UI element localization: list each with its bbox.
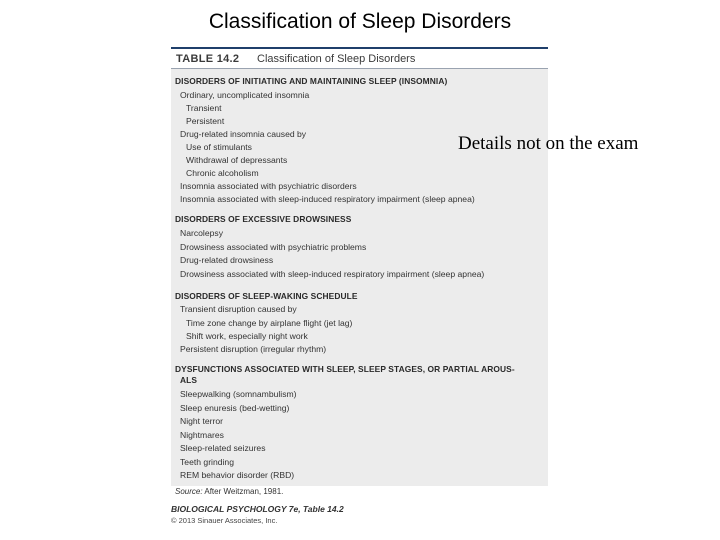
- list-item: Persistent disruption (irregular rhythm): [180, 344, 327, 354]
- section-heading-dysfunctions: DYSFUNCTIONS ASSOCIATED WITH SLEEP, SLEEP STAGES, OR PARTIAL AROUS-: [175, 364, 515, 374]
- list-item: Transient: [186, 103, 222, 113]
- list-item: REM behavior disorder (RBD): [180, 470, 295, 480]
- list-item: Nightmares: [180, 430, 224, 440]
- book-credit: BIOLOGICAL PSYCHOLOGY 7e, Table 14.2: [171, 504, 344, 514]
- copyright: © 2013 Sinauer Associates, Inc.: [171, 516, 278, 525]
- table-source: [175, 487, 283, 496]
- table-label: TABLE 14.2: [176, 53, 240, 65]
- list-item: Insomnia associated with sleep-induced respiratory impairment (sleep apnea): [180, 194, 475, 204]
- list-item: Teeth grinding: [180, 457, 234, 467]
- list-item: Shift work, especially night work: [186, 331, 308, 341]
- list-item: Withdrawal of depressants: [186, 155, 288, 165]
- classification-table: [171, 47, 548, 496]
- source-label: Source:: [175, 487, 203, 496]
- list-item: Narcolepsy: [180, 228, 223, 238]
- section-heading-insomnia: DISORDERS OF INITIATING AND MAINTAINING SLEEP (INSOMNIA): [175, 76, 448, 86]
- list-item: Drowsiness associated with psychiatric problems: [180, 242, 367, 252]
- section-heading-schedule: DISORDERS OF SLEEP-WAKING SCHEDULE: [175, 291, 358, 301]
- list-item: Time zone change by airplane flight (jet lag): [186, 318, 353, 328]
- slide-title: Classification of Sleep Disorders: [208, 10, 512, 33]
- list-item: Chronic alcoholism: [186, 168, 259, 178]
- list-item: Insomnia associated with psychiatric disorders: [180, 181, 357, 191]
- list-item: Persistent: [186, 116, 225, 126]
- list-item: Sleepwalking (somnambulism): [180, 389, 297, 399]
- list-item: Drowsiness associated with sleep-induced respiratory impairment (sleep apnea): [180, 269, 485, 279]
- list-item: Sleep-related seizures: [180, 443, 266, 453]
- list-item: Night terror: [180, 416, 223, 426]
- list-item: Ordinary, uncomplicated insomnia: [180, 90, 310, 100]
- section-heading-dysfunctions-cont: ALS: [180, 375, 198, 385]
- table-title: Classification of Sleep Disorders: [257, 53, 416, 65]
- list-item: Use of stimulants: [186, 142, 252, 152]
- exam-note: Details not on the exam: [458, 133, 639, 154]
- source-text: After Weitzman, 1981.: [204, 487, 284, 496]
- table-header: [171, 47, 548, 69]
- list-item: Sleep enuresis (bed-wetting): [180, 403, 290, 413]
- list-item: Drug-related insomnia caused by: [180, 129, 307, 139]
- list-item: Transient disruption caused by: [180, 304, 297, 314]
- list-item: Drug-related drowsiness: [180, 255, 274, 265]
- section-heading-drowsiness: DISORDERS OF EXCESSIVE DROWSINESS: [175, 214, 352, 224]
